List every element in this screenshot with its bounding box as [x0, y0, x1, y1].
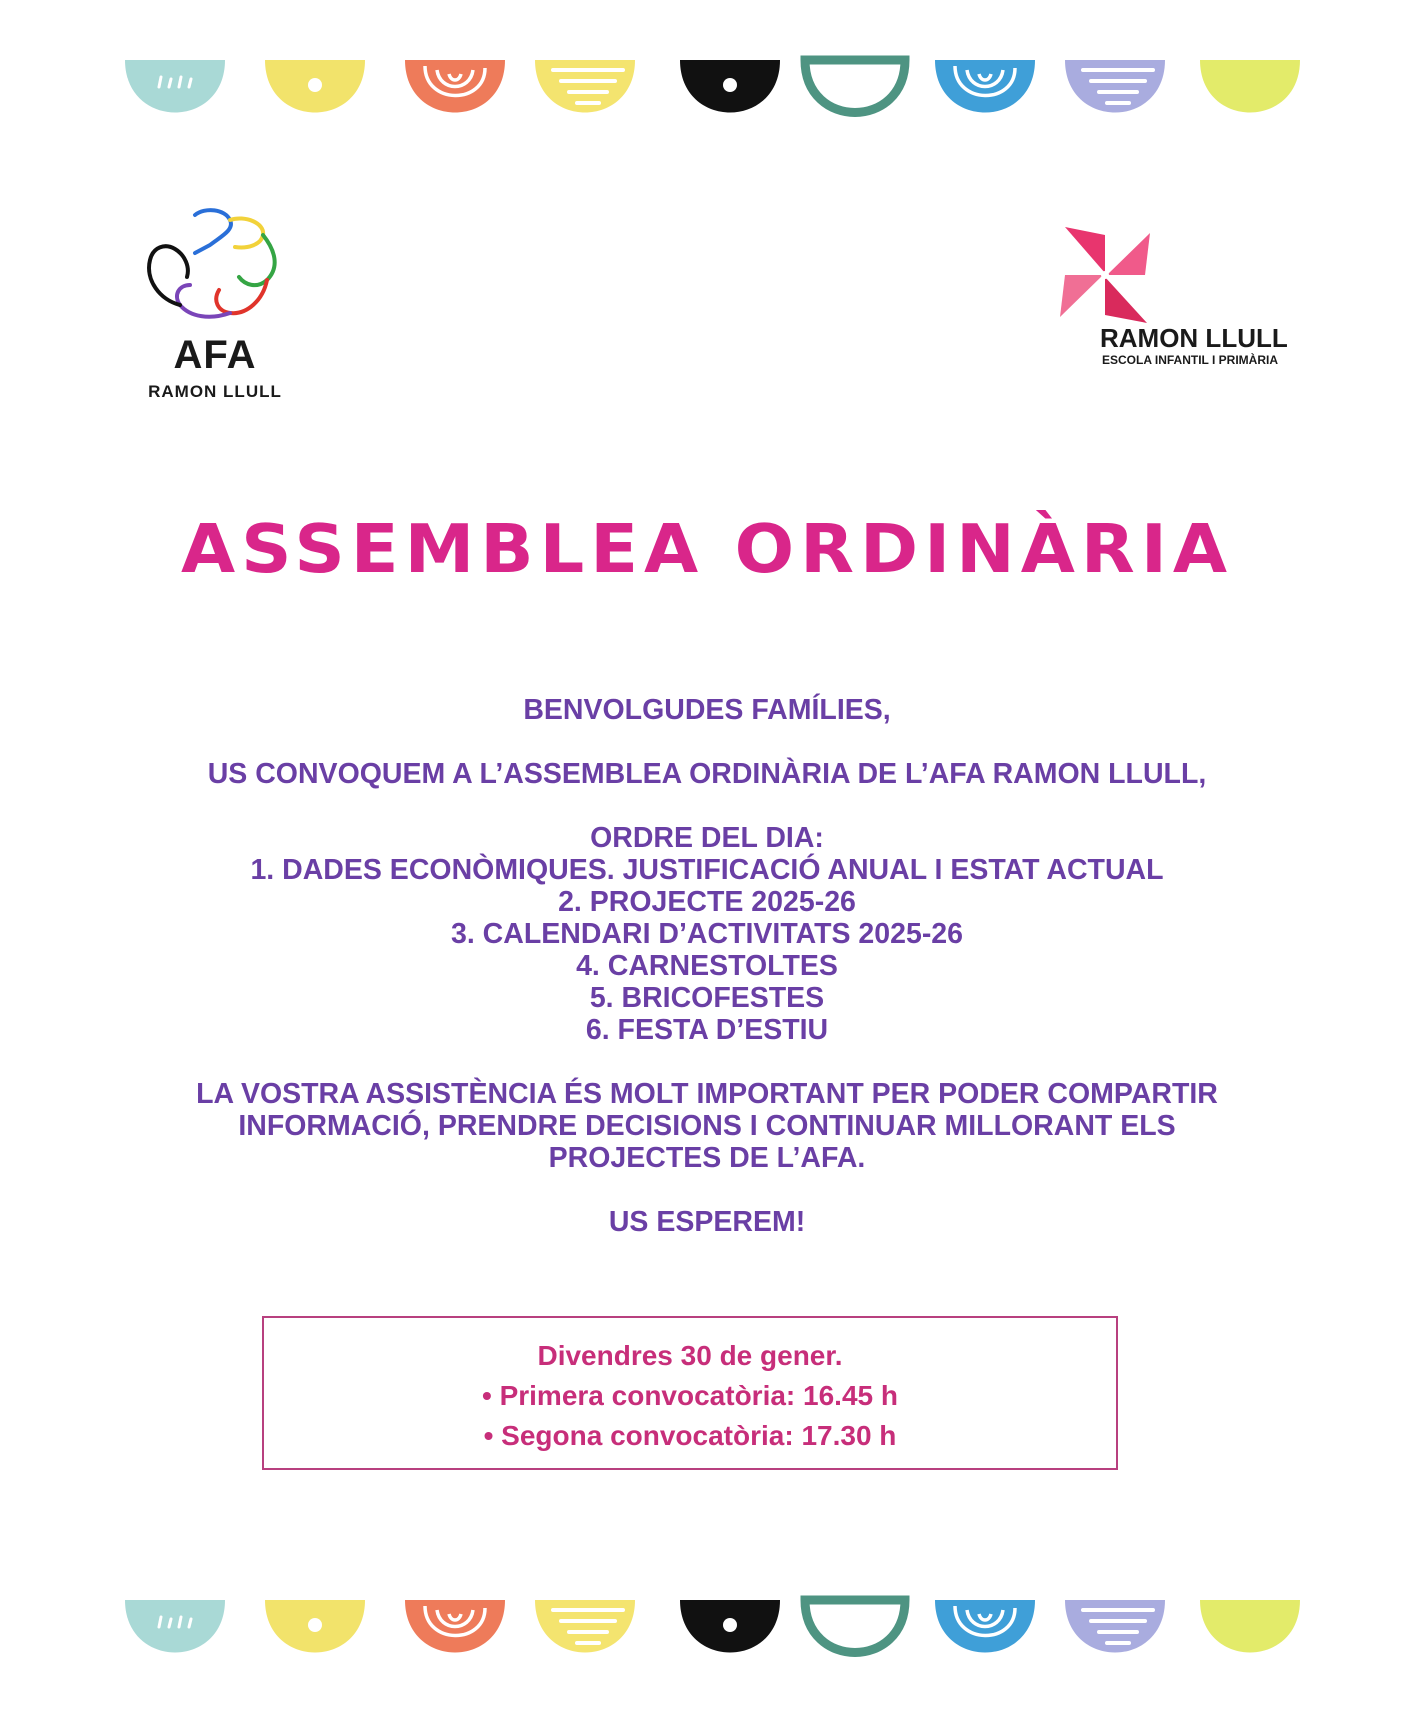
school-logo: [1055, 225, 1305, 375]
bowl-shape: [1065, 1600, 1165, 1653]
bowl-shape: [265, 1600, 365, 1653]
intro-text: US CONVOQUEM A L’ASSEMBLEA ORDINÀRIA DE L’AFA RAMON LLULL,: [207, 758, 1207, 790]
hands-circle-icon: [135, 205, 295, 335]
decorative-bowls: [0, 50, 1414, 160]
importance-line: INFORMACIÓ, PRENDRE DECISIONS I CONTINUAR MILLORANT ELS: [238, 1110, 1176, 1142]
bowl-shape: [805, 1600, 905, 1653]
bowl-shape: [1065, 60, 1165, 113]
school-logo-subtitle: ESCOLA INFANTIL I PRIMÀRIA: [1102, 353, 1279, 367]
afa-logo-title: AFA: [173, 333, 257, 377]
school-logo-name: RAMON LLULL: [1100, 323, 1288, 353]
bowl-shape: [1200, 1600, 1300, 1653]
bowl-shape: [805, 60, 905, 113]
bottom-bowl-garland: [0, 1590, 1414, 1700]
bowl-shape: [935, 60, 1035, 113]
schedule-second-call: • Segona convocatòria: 17.30 h: [483, 1420, 897, 1451]
agenda-item: 6. FESTA D’ESTIU: [585, 1014, 829, 1046]
bowl-shape: [265, 60, 365, 113]
bowl-shape: [935, 1600, 1035, 1653]
bowl-shape: [1200, 60, 1300, 113]
afa-logo: [130, 205, 300, 405]
importance-line: PROJECTES DE L’AFA.: [548, 1142, 866, 1174]
greeting: BENVOLGUDES FAMÍLIES,: [523, 694, 891, 726]
importance-line: LA VOSTRA ASSISTÈNCIA ÉS MOLT IMPORTANT PER PODER COMPARTIR: [196, 1078, 1218, 1110]
bowl-shape: [680, 1600, 780, 1653]
bowl-shape: [680, 60, 780, 113]
agenda-heading: ORDRE DEL DIA:: [590, 822, 824, 854]
bowl-shape: [125, 60, 225, 113]
agenda-item: 1. DADES ECONÒMIQUES. JUSTIFICACIÓ ANUAL I ESTAT ACTUAL: [250, 854, 1164, 886]
closing-text: US ESPEREM!: [608, 1206, 806, 1238]
agenda: [120, 822, 1294, 1046]
top-bowl-garland: [0, 50, 1414, 160]
decorative-bowls: [0, 1590, 1414, 1700]
bowl-shape: [535, 60, 635, 113]
importance-paragraph: [120, 1078, 1294, 1174]
bowl-shape: [405, 60, 505, 113]
bowl-shape: [535, 1600, 635, 1653]
bowl-shape: [125, 1600, 225, 1653]
agenda-item: 5. BRICOFESTES: [589, 982, 825, 1014]
pinwheel-icon: [1055, 225, 1155, 325]
afa-logo-subtitle: RAMON LLULL: [148, 382, 282, 401]
agenda-item: 2. PROJECTE 2025-26: [558, 886, 856, 918]
schedule-box: [262, 1316, 1118, 1470]
schedule-first-call: • Primera convocatòria: 16.45 h: [482, 1380, 898, 1411]
page-title: ASSEMBLEA ORDINÀRIA: [180, 510, 1234, 588]
schedule-date: Divendres 30 de gener.: [537, 1340, 843, 1371]
bowl-shape: [405, 1600, 505, 1653]
agenda-item: 4. CARNESTOLTES: [576, 950, 838, 982]
agenda-item: 3. CALENDARI D’ACTIVITATS 2025-26: [450, 918, 964, 950]
